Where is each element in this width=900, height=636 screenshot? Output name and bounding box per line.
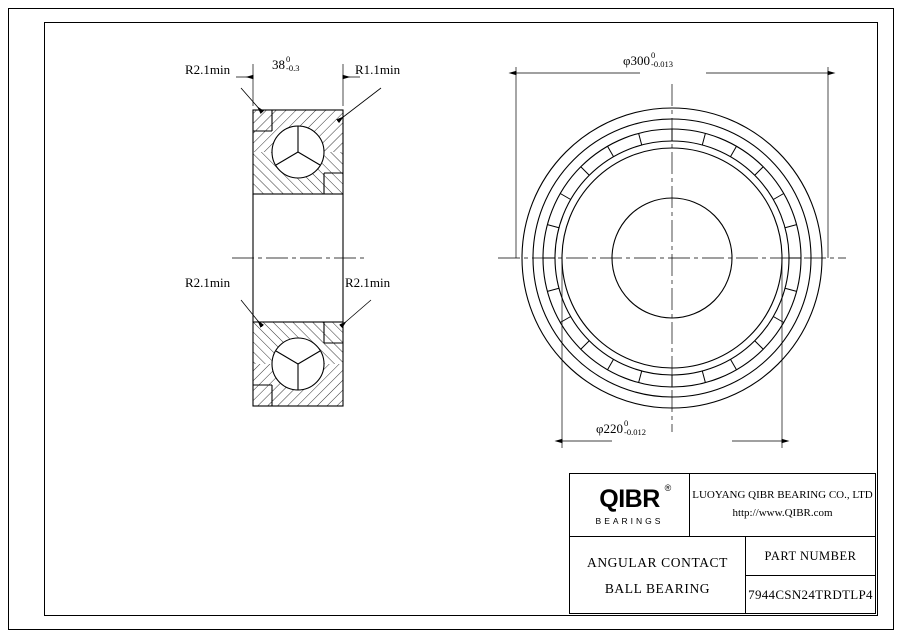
dimension-bore-tol-lower: -0.012 xyxy=(624,426,646,437)
dimension-width-tol-lower: -0.3 xyxy=(286,62,300,73)
part-number-header: PART NUMBER xyxy=(746,537,875,576)
part-number-block xyxy=(746,537,875,614)
product-type-line1: ANGULAR CONTACT xyxy=(586,554,729,570)
label-chamfer-top-left: R2.1min xyxy=(185,62,231,77)
title-block xyxy=(569,473,876,614)
company-name: LUOYANG QIBR BEARING CO., LTD xyxy=(692,489,873,502)
company-logo xyxy=(570,474,690,536)
label-chamfer-bottom-right: R2.1min xyxy=(345,275,391,290)
dimension-od-tol-upper: 0 xyxy=(651,50,656,60)
company-info xyxy=(690,474,875,536)
registered-trademark-icon: ® xyxy=(664,482,671,493)
part-number-value: 7944CSN24TRDTLP4 xyxy=(748,587,873,602)
label-chamfer-top-right: R1.1min xyxy=(355,62,401,77)
dimension-od-value: φ300 xyxy=(623,53,651,69)
product-type xyxy=(570,537,746,614)
dimension-width xyxy=(272,55,299,73)
dimension-bore-tol-upper: 0 xyxy=(624,418,629,428)
dimension-bore-value: φ220 xyxy=(596,421,624,437)
title-block-body xyxy=(570,537,875,614)
dimension-od-tol-lower: -0.013 xyxy=(651,58,673,69)
dimension-width-value: 38 xyxy=(272,57,285,73)
logo-text: QIBR xyxy=(599,484,660,513)
dimension-outer-diameter xyxy=(623,51,673,69)
logo-subtitle: BEARINGS xyxy=(595,515,664,526)
dimension-bore-diameter xyxy=(596,419,646,437)
title-block-header xyxy=(570,474,875,537)
company-url[interactable]: http://www.QIBR.com xyxy=(732,507,833,519)
product-type-line2: BALL BEARING xyxy=(604,580,711,596)
label-chamfer-bottom-left: R2.1min xyxy=(185,275,231,290)
dimension-width-tol-upper: 0 xyxy=(286,54,291,64)
